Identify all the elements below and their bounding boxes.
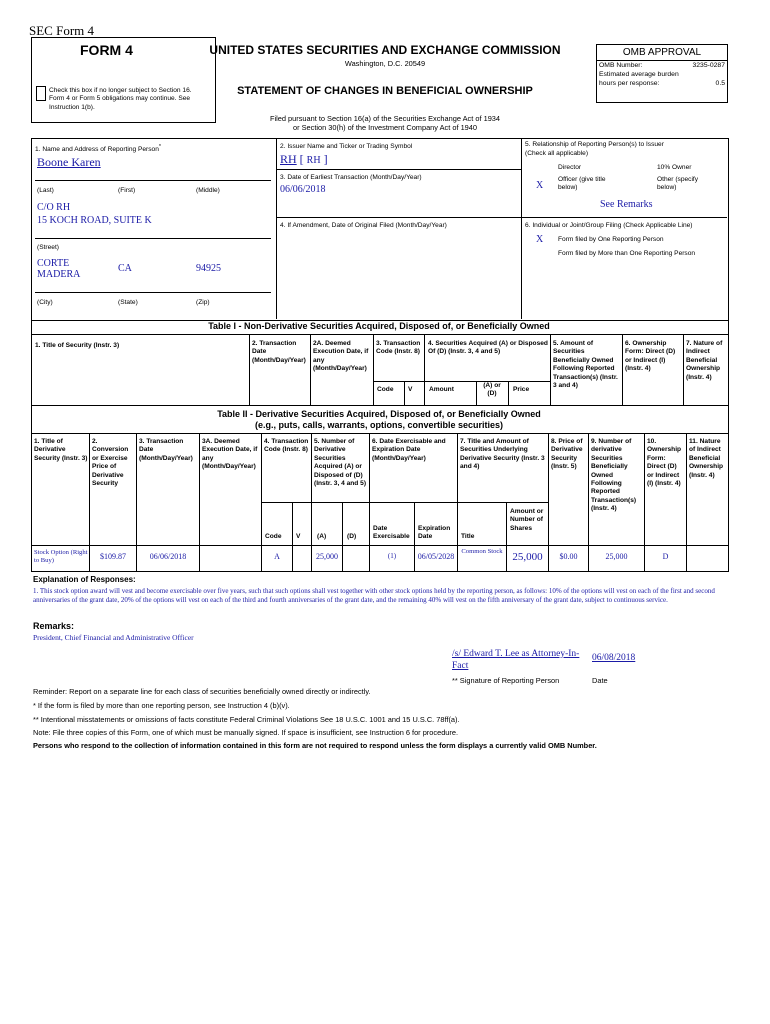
t2-col3a: 3A. Deemed Execution Date, if any (Month/Day/Year) bbox=[202, 438, 258, 471]
see-remarks-link[interactable]: See Remarks bbox=[600, 199, 653, 210]
row-price: $0.00 bbox=[559, 552, 578, 561]
many-person-label: Form filed by More than One Reporting Person bbox=[558, 250, 696, 257]
ticker-symbol: RH bbox=[306, 155, 321, 166]
officer-label: Officer (give title below) bbox=[558, 176, 606, 192]
t1-v: V bbox=[408, 386, 413, 393]
footer-omb-notice: Persons who respond to the collection of information contained in this form are not required to respond unless the form displays a currently valid OMB Number. bbox=[33, 741, 597, 750]
t2-col5: 5. Number of Derivative Securities Acquired (A) or Disposed of (D) (Instr. 3, 4 and 5) bbox=[314, 438, 367, 488]
t2-col2: 2. Conversion or Exercise Price of Derivative Security bbox=[92, 438, 129, 488]
t2-col3: 3. Transaction Date (Month/Day/Year) bbox=[139, 438, 193, 462]
t1-col7: 7. Nature of Indirect Beneficial Ownership (Instr. 4) bbox=[686, 340, 723, 381]
table2-title2: (e.g., puts, calls, warrants, options, convertible securities) bbox=[254, 420, 504, 430]
t1-col2a: 2A. Deemed Execution Date, if any (Month/Day/Year) bbox=[313, 340, 369, 373]
row-code: A bbox=[274, 552, 280, 561]
omb-hours-label: hours per response: bbox=[599, 80, 660, 87]
t2-col4: 4. Transaction Code (Instr. 8) bbox=[264, 438, 309, 454]
zip-label: (Zip) bbox=[196, 299, 210, 306]
row-ownership-form: D bbox=[662, 552, 669, 561]
agency-location: Washington, D.C. 20549 bbox=[344, 59, 426, 68]
box1-label: 1. Name and Address of Reporting Person* bbox=[35, 144, 162, 154]
issuer-link[interactable]: RH bbox=[280, 152, 297, 166]
middle-label: (Middle) bbox=[196, 187, 220, 194]
footer-note-multiple: * If the form is filed by more than one reporting person, see Instruction 4 (b)(v). bbox=[33, 701, 290, 710]
first-label: (First) bbox=[118, 187, 136, 194]
omb-number-label: OMB Number: bbox=[599, 62, 643, 69]
form-title: FORM 4 bbox=[80, 42, 133, 58]
t2-col7: 7. Title and Amount of Securities Underlying Derivative Security (Instr. 3 and 4) bbox=[460, 438, 545, 471]
omb-burden-label: Estimated average burden bbox=[599, 71, 679, 78]
t1-col1: 1. Title of Security (Instr. 3) bbox=[35, 342, 120, 349]
t2-title: Title bbox=[461, 533, 475, 540]
zip-value: 94925 bbox=[196, 263, 221, 274]
row-transaction-date: 06/06/2018 bbox=[149, 552, 187, 561]
city-line2: MADERA bbox=[37, 269, 81, 280]
state-value: CA bbox=[118, 263, 132, 274]
officer-check-mark: X bbox=[536, 180, 544, 191]
city-label: (City) bbox=[37, 299, 53, 306]
t2-a: (A) bbox=[317, 533, 327, 540]
earliest-transaction-date: 06/06/2018 bbox=[280, 184, 326, 195]
t2-col9: 9. Number of derivative Securities Beneficially Owned Following Reported Transaction(s) (Instr. 4) bbox=[591, 438, 637, 513]
t1-aord: (A) or (D) bbox=[483, 382, 501, 398]
t1-col3: 3. Transaction Code (Instr. 8) bbox=[376, 340, 421, 356]
box5-label2: (Check all applicable) bbox=[525, 150, 589, 157]
signature-label: ** Signature of Reporting Person bbox=[452, 676, 560, 685]
t2-amount-shares: Amount or Number of Shares bbox=[510, 508, 544, 532]
checkbox-text: Check this box if no longer subject to Section 16. Form 4 or Form 5 obligations may continue. See Instruction 1(b). bbox=[49, 87, 192, 111]
remarks-text: President, Chief Financial and Administrative Officer bbox=[33, 633, 194, 642]
row-exercise-price: $109.87 bbox=[100, 552, 126, 561]
explanation-label: Explanation of Responses: bbox=[33, 575, 136, 584]
t1-col2: 2. Transaction Date (Month/Day/Year) bbox=[252, 340, 306, 364]
t2-exercisable: Date Exercisable bbox=[373, 525, 410, 541]
doc-label: SEC Form 4 bbox=[29, 23, 95, 38]
signature-date: 06/08/2018 bbox=[592, 653, 636, 663]
t2-col8: 8. Price of Derivative Security (Instr. 5) bbox=[551, 438, 583, 471]
t2-expiration: Expiration Date bbox=[418, 525, 451, 541]
filed-pursuant-line2: or Section 30(h) of the Investment Company Act of 1940 bbox=[292, 123, 478, 132]
t1-code: Code bbox=[377, 386, 394, 393]
row-owned: 25,000 bbox=[605, 552, 628, 561]
box5-label1: 5. Relationship of Reporting Person(s) to Issuer bbox=[525, 141, 664, 148]
agency-name: UNITED STATES SECURITIES AND EXCHANGE COMMISSION bbox=[209, 43, 561, 57]
t2-v: V bbox=[296, 533, 301, 540]
date-label: Date bbox=[592, 676, 608, 685]
remarks-label: Remarks: bbox=[33, 621, 75, 631]
box6-label: 6. Individual or Joint/Group Filing (Check Applicable Line) bbox=[525, 222, 693, 229]
explanation-text: 1. This stock option award will vest and become exercisable over five years, such that such options shall vest together with other stock options held by the reporting person, as follows: 10% of the options will vest on each of the first and second anniversaries of the grant date, 20% of the options will vest on each of the third and fourth anniversaries of the grant date, and the remaining 40% will vest on the fifth anniversary of the grant date, subject to continuous service. bbox=[33, 587, 715, 604]
t2-col6: 6. Date Exercisable and Expiration Date (Month/Day/Year) bbox=[372, 438, 446, 462]
state-label: (State) bbox=[118, 299, 138, 306]
filing-check-mark: X bbox=[536, 234, 544, 245]
address-line1: C/O RH bbox=[37, 202, 71, 213]
box2-label: 2. Issuer Name and Ticker or Trading Symbol bbox=[280, 143, 413, 150]
one-person-label: Form filed by One Reporting Person bbox=[558, 236, 664, 243]
footer-copies: Note: File three copies of this Form, one of which must be manually signed. If space is insufficient, see Instruction 6 for procedure. bbox=[33, 728, 459, 737]
t1-col5: 5. Amount of Securities Beneficially Owned Following Reported Transaction(s) (Instr. 3 and 4) bbox=[553, 340, 618, 390]
t2-code: Code bbox=[265, 533, 282, 540]
issuer-name: RH [ RH ] bbox=[280, 152, 328, 166]
t1-amount: Amount bbox=[429, 386, 454, 393]
table2-title1: Table II - Derivative Securities Acquired, Disposed of, or Beneficially Owned bbox=[217, 409, 541, 419]
omb-number-value: 3235-0287 bbox=[692, 62, 725, 69]
owner10-label: 10% Owner bbox=[657, 164, 692, 171]
row-expiration: 06/05/2028 bbox=[417, 552, 455, 561]
table1-title: Table I - Non-Derivative Securities Acquired, Disposed of, or Beneficially Owned bbox=[208, 321, 550, 331]
omb-approval-box bbox=[596, 44, 728, 103]
footer-reminder: Reminder: Report on a separate line for each class of securities beneficially owned directly or indirectly. bbox=[33, 687, 371, 696]
t1-col6: 6. Ownership Form: Direct (D) or Indirect (I) (Instr. 4) bbox=[625, 340, 676, 373]
omb-hours-value: 0.5 bbox=[715, 80, 725, 87]
reporting-person-name[interactable]: Boone Karen bbox=[37, 155, 101, 169]
row-exercisable[interactable]: (1) bbox=[387, 552, 397, 560]
no-longer-subject-checkbox[interactable] bbox=[36, 86, 46, 101]
signature-text: /s/ Edward T. Lee as Attorney-In-Fact bbox=[452, 649, 580, 671]
filed-pursuant-line1: Filed pursuant to Section 16(a) of the Securities Exchange Act of 1934 bbox=[269, 114, 501, 123]
row-underlying-shares: 25,000 bbox=[512, 551, 543, 563]
box3-label: 3. Date of Earliest Transaction (Month/Day/Year) bbox=[280, 174, 422, 181]
t2-col1: 1. Title of Derivative Security (Instr. 3) bbox=[34, 438, 88, 462]
t1-col4: 4. Securities Acquired (A) or Disposed Of (D) (Instr. 3, 4 and 5) bbox=[428, 340, 548, 356]
street-label: (Street) bbox=[37, 244, 59, 251]
t2-col10: 10. Ownership Form: Direct (D) or Indirect (I) (Instr. 4) bbox=[647, 438, 682, 488]
t2-d: (D) bbox=[347, 533, 357, 540]
address-line2: 15 KOCH ROAD, SUITE K bbox=[37, 215, 152, 226]
row-security-title: Stock Option (Right to Buy) bbox=[34, 549, 88, 565]
t2-col11: 11. Nature of Indirect Beneficial Ownership (Instr. 4) bbox=[689, 438, 724, 479]
director-label: Director bbox=[558, 164, 582, 171]
other-label: Other (specify below) bbox=[657, 176, 699, 192]
t1-price: Price bbox=[513, 386, 530, 393]
footer-misstatements: ** Intentional misstatements or omissions of facts constitute Federal Criminal Violations See 18 U.S.C. 1001 and 15 U.S.C. 78ff(a). bbox=[33, 715, 460, 724]
statement-title: STATEMENT OF CHANGES IN BENEFICIAL OWNERSHIP bbox=[237, 85, 533, 97]
omb-title: OMB APPROVAL bbox=[597, 45, 727, 61]
row-acquired: 25,000 bbox=[316, 552, 338, 561]
row-underlying-title: Common Stock bbox=[461, 548, 503, 555]
last-label: (Last) bbox=[37, 187, 54, 194]
box4-label: 4. If Amendment, Date of Original Filed (Month/Day/Year) bbox=[280, 222, 447, 229]
city-line1: CORTE bbox=[37, 258, 70, 269]
